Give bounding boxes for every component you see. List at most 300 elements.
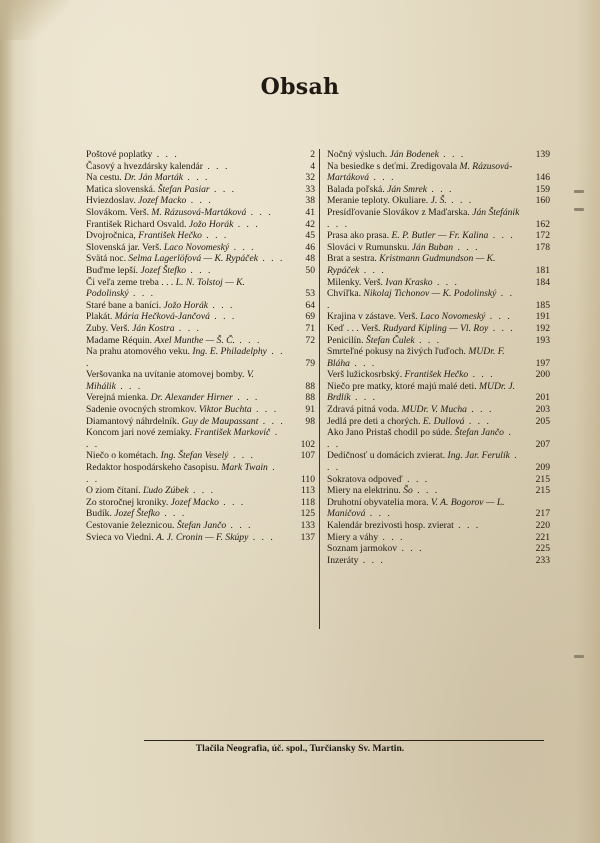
page-number: 113: [300, 485, 315, 497]
page-number: 220: [535, 520, 550, 531]
page-number: 203: [535, 404, 550, 416]
toc-entry: [86, 346, 315, 369]
entry-text: [86, 416, 291, 428]
entry-author: Jozef Štefko: [140, 264, 187, 276]
entry-text: [86, 520, 291, 532]
entry-title: Prasa ako prasa.: [327, 230, 390, 242]
page-number: 69: [305, 311, 315, 323]
entry-text: [86, 497, 291, 509]
entry-text: [86, 253, 291, 265]
toc-entry: [86, 508, 315, 520]
toc-entry: [327, 253, 550, 276]
entry-author: Ján Buban: [411, 241, 454, 253]
leader-dots: . . .: [378, 531, 405, 543]
page-number: 32: [305, 172, 315, 184]
entry-text: [327, 555, 526, 567]
entry-text: [327, 253, 526, 276]
page-number: 207: [535, 438, 550, 450]
entry-title: Madame Réquin.: [86, 334, 153, 346]
toc-entry: [327, 288, 550, 311]
page-number: 181: [535, 264, 550, 276]
entry-title: Dedičnosť u domácich zvierat.: [327, 450, 446, 462]
entry-text: [327, 520, 526, 532]
entry-title: Kalendár brezivosti hosp. zvierat: [327, 520, 454, 531]
entry-author: Guy de Maupassant: [181, 415, 259, 427]
page-number: 205: [535, 415, 550, 427]
entry-text: [86, 230, 291, 242]
entry-title: Časový a hvezdársky kalendár: [86, 160, 203, 172]
entry-title: Penicilín.: [327, 334, 364, 346]
entry-author: MUDr. J. Brdlík: [327, 380, 516, 404]
entry-title: Nočný výsluch.: [327, 149, 388, 160]
toc-right-column: [327, 149, 550, 566]
entry-text: [86, 207, 291, 219]
entry-author: E. Dullová: [422, 415, 465, 427]
toc-entry: [327, 404, 550, 416]
page-number: 71: [305, 322, 315, 334]
toc-entry: [327, 184, 550, 196]
leader-dots: . . .: [468, 369, 495, 381]
toc-left-column: [86, 149, 315, 543]
entry-author: E. P. Butler — Fr. Kalina: [391, 230, 489, 242]
page-number: 185: [535, 299, 550, 311]
entry-text: [86, 161, 291, 173]
entry-author: Dr. Ján Marták: [124, 172, 183, 184]
page-number: 98: [305, 415, 315, 427]
entry-author: L. N. Tolstoj — K. Podolinský: [86, 276, 245, 300]
entry-text: [327, 532, 526, 544]
page-number: 172: [535, 230, 550, 242]
entry-author: M. Rázusová-Martáková: [151, 206, 247, 218]
toc-entry: [86, 450, 315, 462]
entry-text: [86, 277, 291, 300]
entry-author: V. Mihálik: [86, 369, 254, 392]
leader-dots: . . .: [327, 427, 513, 450]
entry-text: [86, 195, 291, 207]
entry-author: Ing. Štefan Veselý: [160, 450, 229, 462]
entry-text: [86, 508, 291, 520]
entry-title: Zdravá pitná voda.: [327, 404, 400, 416]
entry-text: [86, 219, 291, 231]
entry-author: Ján Kostra: [132, 322, 175, 334]
leader-dots: . . .: [446, 195, 474, 207]
entry-text: [327, 450, 526, 473]
toc-entry: [86, 462, 315, 485]
toc-entry: [327, 485, 550, 497]
entry-title: Slováci v Rumunsku.: [327, 241, 410, 253]
leader-dots: . . .: [365, 508, 392, 520]
leader-dots: . . .: [234, 334, 262, 346]
page-number: 91: [305, 404, 315, 416]
page-number: 88: [305, 392, 315, 404]
entry-title: Hviezdoslav.: [86, 195, 136, 207]
page-number: 162: [535, 218, 550, 230]
staple-hole: [574, 208, 584, 211]
toc-entry: [327, 323, 550, 335]
entry-author: František Hečko: [138, 230, 202, 242]
page-number: 102: [300, 438, 315, 450]
entry-title: Zo storočnej kroniky.: [86, 496, 169, 508]
corner-wear: [0, 0, 70, 40]
leader-dots: . . .: [248, 531, 275, 543]
entry-author: M. Rázusová-Martáková: [327, 160, 513, 184]
leader-dots: . . .: [427, 183, 454, 195]
entry-author: Jožo Horák: [188, 218, 234, 230]
page-number: 38: [305, 195, 315, 207]
entry-title: Či veľa zeme treba . . .: [86, 276, 174, 288]
entry-author: Dr. Alexander Hirner: [150, 392, 233, 404]
entry-text: [327, 381, 526, 404]
entry-text: [86, 532, 291, 544]
toc-entry: [86, 184, 315, 196]
entry-author: Ján Bodenek: [389, 149, 439, 160]
toc-entry: [86, 497, 315, 509]
entry-text: [86, 265, 291, 277]
toc-entry: [86, 300, 315, 312]
toc-entry: [86, 311, 315, 323]
toc-entry: [86, 427, 315, 450]
leader-dots: . . .: [209, 311, 237, 323]
entry-text: [86, 300, 291, 312]
page-number: 200: [535, 369, 550, 381]
leader-dots: . . .: [218, 496, 246, 508]
toc-entry: [86, 149, 315, 161]
entry-title: Svieca vo Viedni.: [86, 531, 154, 543]
toc-entry: [86, 242, 315, 254]
toc-entry: [327, 497, 550, 520]
toc-entry: [327, 369, 550, 381]
toc-entry: [86, 392, 315, 404]
page-number: 125: [300, 508, 315, 520]
entry-author: Ing. Jar. Ferulík: [447, 450, 510, 462]
entry-author: Štefan Jančo: [454, 427, 504, 439]
entry-title: Sadenie ovocných stromkov.: [86, 404, 197, 416]
entry-title: Budík.: [86, 508, 112, 520]
entry-text: [327, 149, 526, 161]
entry-title: Miery na elektrinu.: [327, 485, 401, 497]
entry-author: František Hečko: [404, 369, 469, 381]
entry-text: [327, 207, 526, 230]
entry-author: Štefan Jančo: [176, 520, 227, 531]
entry-author: Ing. E. Philadelphy: [192, 346, 267, 358]
toc-entry: [327, 195, 550, 207]
leader-dots: . . .: [183, 172, 210, 184]
entry-title: Slovenská jar. Verš.: [86, 241, 162, 253]
toc-entry: [327, 381, 550, 404]
entry-text: [86, 462, 291, 485]
entry-title: Buďme lepší.: [86, 264, 139, 276]
leader-dots: . . .: [358, 554, 385, 566]
entry-author: Mária Hečková-Jančová: [114, 311, 210, 323]
toc-entry: [327, 161, 550, 184]
entry-title: Svätá noc.: [86, 253, 126, 265]
toc-entry: [327, 346, 550, 369]
leader-dots: . . .: [246, 206, 273, 218]
leader-dots: . . .: [327, 450, 519, 474]
leader-dots: . . .: [128, 288, 156, 300]
leader-dots: . . .: [229, 241, 256, 253]
toc-entry: [86, 532, 315, 544]
page-number: 41: [305, 206, 315, 218]
toc-entry: [86, 485, 315, 497]
entry-title: Plakát.: [86, 311, 113, 323]
entry-text: [327, 277, 526, 289]
page-number: 64: [305, 299, 315, 311]
leader-dots: . . .: [174, 322, 201, 334]
entry-author: Štefan Čulek: [365, 334, 415, 346]
entry-title: Slovákom. Verš.: [86, 206, 149, 218]
page-number: 79: [305, 357, 315, 369]
staple-hole: [574, 655, 584, 658]
entry-author: Šo: [403, 485, 413, 497]
toc-entry: [86, 265, 315, 277]
entry-text: [327, 323, 526, 335]
page-number: 107: [300, 450, 315, 462]
page-number: 53: [305, 288, 315, 300]
entry-text: [327, 404, 526, 416]
toc-entry: [327, 335, 550, 347]
page-number: 178: [535, 241, 550, 253]
entry-title: Cestovanie železnicou.: [86, 520, 175, 531]
entry-title: Druhotní obyvatelia mora.: [327, 496, 429, 508]
entry-title: Smrteľné pokusy na živých ľuďoch.: [327, 346, 466, 358]
entry-author: Selma Lagerlöfová — K. Rypáček: [128, 253, 258, 265]
entry-text: [327, 485, 526, 497]
entry-title: Verejná mienka.: [86, 392, 149, 404]
entry-title: Zuby. Verš.: [86, 322, 130, 334]
entry-title: Miery a váhy: [327, 531, 379, 543]
page-number: 50: [305, 264, 315, 276]
toc-entry: [86, 207, 315, 219]
entry-title: Staré bane a baníci.: [86, 299, 162, 311]
entry-author: Ľudo Zúbek: [143, 485, 189, 497]
leader-dots: . . .: [86, 462, 277, 485]
entry-author: Axel Munthe — Š. Č.: [154, 334, 235, 346]
leader-dots: . . .: [186, 264, 213, 276]
toc-entry: [327, 450, 550, 473]
page-number: 197: [535, 357, 550, 369]
leader-dots: . . .: [186, 195, 213, 207]
leader-dots: . . .: [115, 380, 143, 392]
toc-entry: [86, 277, 315, 300]
entry-author: Ján Štefánik: [472, 206, 520, 218]
entry-author: Jozef Štefko: [114, 508, 160, 520]
entry-author: Štefan Pasiar: [157, 183, 210, 195]
page-number: 45: [305, 230, 315, 242]
entry-title: O ziom čítaní.: [86, 485, 141, 497]
entry-author: František Markovič: [194, 427, 271, 439]
entry-title: Verš lužickosrbský.: [327, 369, 403, 381]
leader-dots: . . .: [159, 508, 187, 520]
leader-dots: . . .: [485, 311, 512, 323]
entry-text: [86, 369, 291, 392]
leader-dots: . . .: [258, 415, 285, 427]
entry-text: [86, 184, 291, 196]
entry-title: František Richard Osvald.: [86, 218, 187, 230]
toc-entry: [327, 149, 550, 161]
entry-title: Na prahu atomového veku.: [86, 346, 190, 358]
leader-dots: . . .: [453, 520, 481, 531]
leader-dots: . . .: [202, 160, 230, 172]
entry-title: Balada poľská.: [327, 183, 385, 195]
toc-entry: [86, 323, 315, 335]
leader-dots: . . .: [350, 392, 378, 404]
toc-entry: [86, 195, 315, 207]
leader-dots: . . .: [414, 334, 442, 346]
toc-entry: [86, 253, 315, 265]
entry-text: [86, 427, 291, 450]
toc-entry: [86, 335, 315, 347]
page-number: 225: [535, 543, 550, 555]
entry-title: Veršovanka na uvítanie atomovej bomby.: [86, 369, 245, 381]
toc-entry: [327, 555, 550, 567]
entry-title: Chvíľka.: [327, 288, 362, 300]
entry-text: [327, 497, 526, 520]
entry-text: [327, 427, 526, 450]
leader-dots: . . .: [86, 346, 285, 369]
entry-text: [327, 195, 526, 207]
staple-hole: [574, 190, 584, 193]
entry-author: MUDr. F. Bláha: [327, 346, 505, 369]
entry-text: [327, 543, 526, 555]
entry-title: Na besiedke s deťmi. Zredigovala: [327, 160, 458, 172]
entry-author: Rudyard Kipling — Vl. Roy: [382, 322, 489, 334]
entry-text: [327, 335, 526, 347]
page-number: 118: [300, 496, 315, 508]
entry-author: V. A. Bogorov — L. Maničová: [327, 496, 505, 520]
entry-author: Mark Twain: [221, 462, 268, 474]
page-number: 201: [535, 392, 550, 404]
toc-entry: [86, 230, 315, 242]
toc-entry: [327, 532, 550, 544]
toc-entry: [86, 161, 315, 173]
entry-title: Keď . . . Verš.: [327, 322, 381, 334]
leader-dots: . . .: [86, 427, 280, 450]
toc-entry: [86, 369, 315, 392]
entry-author: Laco Novomeský: [420, 311, 486, 323]
page-number: 146: [535, 172, 550, 184]
entry-text: [86, 149, 291, 161]
leader-dots: . . .: [453, 241, 480, 253]
entry-text: [86, 242, 291, 254]
entry-author: Nikolaj Tichonov — K. Podolinský: [363, 288, 497, 300]
entry-title: Soznam jarmokov: [327, 543, 398, 555]
page-number: 215: [535, 473, 550, 485]
entry-title: Niečo o kométach.: [86, 450, 159, 462]
leader-dots: . . .: [209, 183, 237, 195]
entry-text: [86, 404, 291, 416]
entry-author: Jozef Macko: [170, 496, 219, 508]
entry-title: Brat a sestra.: [327, 253, 377, 265]
toc-entry: [327, 242, 550, 254]
leader-dots: . . .: [488, 230, 515, 242]
leader-dots: . . .: [327, 288, 514, 311]
leader-dots: . . .: [228, 450, 255, 462]
toc-entry: [86, 172, 315, 184]
page-number: 159: [535, 183, 550, 195]
entry-text: [327, 346, 526, 369]
page-number: 215: [535, 485, 550, 497]
leader-dots: . . .: [251, 404, 279, 416]
toc-entry: [86, 219, 315, 231]
page-number: 209: [535, 462, 550, 474]
entry-title: Ako Jano Pristaš chodil po súde.: [327, 427, 453, 439]
entry-title: Dvojročnica,: [86, 230, 136, 242]
leader-dots: . . .: [488, 322, 515, 334]
leader-dots: . . .: [466, 404, 494, 416]
leader-dots: . . .: [464, 415, 491, 427]
entry-title: Presídľovanie Slovákov z Maďarska.: [327, 206, 470, 218]
entry-text: [327, 311, 526, 323]
entry-title: Krajina v zástave. Verš.: [327, 311, 418, 323]
leader-dots: . . .: [369, 172, 396, 184]
leader-dots: . . .: [232, 392, 260, 404]
leader-dots: . . .: [359, 264, 386, 276]
leader-dots: . . .: [412, 485, 440, 497]
leader-dots: . . .: [152, 149, 179, 160]
entry-text: [86, 172, 291, 184]
entry-title: Meranie teploty. Okuliare.: [327, 195, 429, 207]
entry-title: Poštové poplatky: [86, 149, 153, 160]
leader-dots: . . .: [432, 276, 459, 288]
page-number: 133: [300, 520, 315, 531]
entry-author: Viktor Buchta: [198, 404, 252, 416]
entry-author: Kristmann Gudmundson — K. Rypáček: [327, 253, 496, 276]
page-number: 42: [305, 218, 315, 230]
page-number: 4: [310, 160, 315, 172]
leader-dots: . . .: [327, 218, 349, 230]
entry-text: [327, 369, 526, 381]
entry-author: Laco Novomeský: [163, 241, 230, 253]
entry-text: [86, 311, 291, 323]
entry-title: Redaktor hospodárskeho časopisu.: [86, 462, 219, 474]
entry-text: [327, 416, 526, 428]
entry-text: [327, 230, 526, 242]
toc-entry: [327, 474, 550, 486]
column-divider: [319, 149, 320, 629]
entry-text: [327, 474, 526, 486]
leader-dots: . . .: [349, 357, 377, 369]
toc-entry: [327, 543, 550, 555]
leader-dots: . . .: [188, 485, 215, 497]
leader-dots: . . .: [402, 473, 430, 485]
entry-author: A. J. Cronin — F. Skúpy: [156, 531, 249, 543]
entry-author: Ivan Krasko: [385, 276, 433, 288]
entry-text: [86, 485, 291, 497]
leader-dots: . . .: [226, 520, 253, 531]
entry-author: Jožo Horák: [163, 299, 209, 311]
page-number: 33: [305, 183, 315, 195]
page-number: 137: [300, 531, 315, 543]
toc-entry: [327, 520, 550, 532]
leader-dots: . . .: [257, 253, 285, 265]
leader-dots: . . .: [438, 149, 466, 160]
toc-entry: [86, 404, 315, 416]
page-number: 110: [300, 473, 315, 485]
page-number: 88: [305, 380, 315, 392]
entry-text: [86, 335, 291, 347]
leader-dots: . . .: [397, 543, 424, 555]
entry-title: Inzeráty: [327, 554, 359, 566]
entry-title: Matica slovenská.: [86, 183, 156, 195]
page-number: 191: [535, 311, 550, 323]
entry-text: [327, 288, 526, 311]
entry-title: Milenky. Verš.: [327, 276, 383, 288]
entry-text: [327, 161, 526, 184]
toc-entry: [327, 311, 550, 323]
page-number: 192: [535, 322, 550, 334]
page-number: 217: [535, 508, 550, 520]
